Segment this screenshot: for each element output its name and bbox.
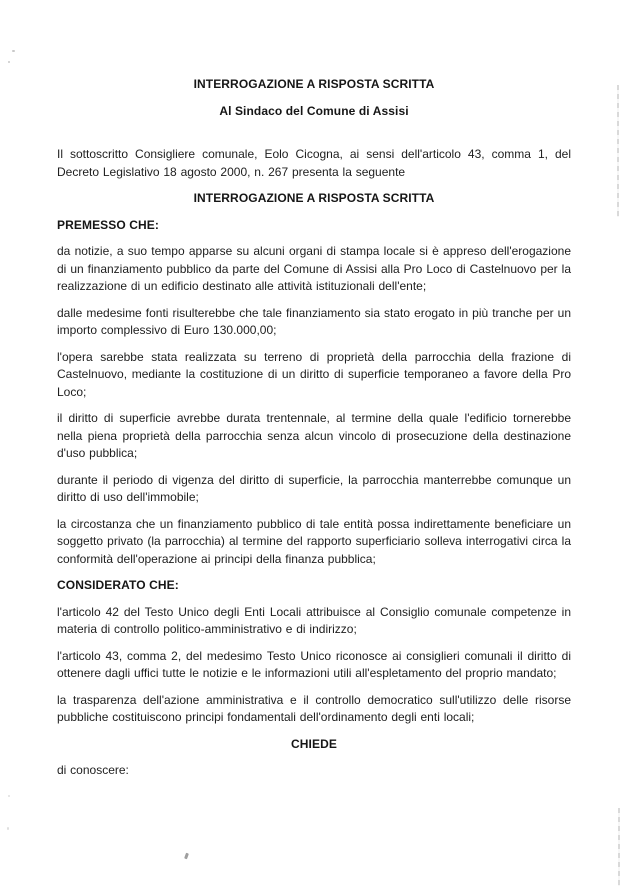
considerato-paragraph: l'articolo 43, comma 2, del medesimo Testo Unico riconosce ai consiglieri comunali il diritto di ottenere dagli uffici tutte le notizie e le informazioni utili all'espletamento del proprio mandato; [57,648,571,680]
premesso-paragraph: la circostanza che un finanziamento pubblico di tale entità possa indirettamente beneficiare un soggetto privato (la parrocchia) al termine del rapporto superficiario solleva interrogativi circa la conformità dell'operazione ai principi della finanza pubblica; [57,516,571,566]
premesso-paragraph: durante il periodo di vigenza del diritto di superficie, la parrocchia manterrebbe comunque un diritto di uso dell'immobile; [57,472,571,504]
scan-speck [184,853,189,860]
scan-artifact-line-top-right [617,85,619,217]
document-addressee: Al Sindaco del Comune di Assisi [219,103,409,118]
scan-artifact-line-bottom-right [618,808,620,886]
closing-line: di conoscere: [57,763,129,777]
considerato-paragraph: l'articolo 42 del Testo Unico degli Enti Locali attribuisce al Consiglio comunale competenze in materia di controllo politico-amministrativo e di indirizzo; [57,604,571,636]
premesso-paragraph: da notizie, a suo tempo apparse su alcuni organi di stampa locale si è appreso dell'erogazione di un finanziamento pubblico da parte del Comune di Assisi alla Pro Loco di Castelnuovo per la realizzazione di un edificio destinato alle attività istituzionali dell'ente; [57,244,571,293]
scan-speck [8,61,10,63]
section-label-premesso: PREMESSO CHE: [57,217,159,232]
premesso-paragraph: l'opera sarebbe stata realizzata su terreno di proprietà della parrocchia della frazione di Castelnuovo, mediante la costituzione di un diritto di superficie temporaneo a favore della Pro Loco; [57,349,571,399]
premesso-paragraph: il diritto di superficie avrebbe durata trentennale, al termine della quale l'edificio tornerebbe nella piena proprietà della parrocchia senza alcun vincolo di prosecuzione della destinazione d'uso pubblica; [57,411,571,460]
scan-speck [12,50,15,52]
document-title-repeat: INTERROGAZIONE A RISPOSTA SCRITTA [193,191,435,205]
chiede-heading: CHIEDE [291,736,337,751]
section-label-considerato: CONSIDERATO CHE: [57,578,179,592]
intro-paragraph: Il sottoscritto Consigliere comunale, Eolo Cicogna, ai sensi dell'articolo 43, comma 1, del Decreto Legislativo 18 agosto 2000, n. 267 presenta la seguente [57,147,571,179]
premesso-paragraph: dalle medesime fonti risulterebbe che tale finanziamento sia stato erogato in più tranche per un importo complessivo di Euro 130.000,00; [57,305,571,337]
scan-speck [7,827,9,830]
scan-speck [8,795,10,797]
document-title: INTERROGAZIONE A RISPOSTA SCRITTA [193,77,435,91]
considerato-paragraph: la trasparenza dell'azione amministrativa e il controllo democratico sull'utilizzo delle risorse pubbliche costituiscono principi fondamentali dell'ordinamento degli enti locali; [57,692,571,724]
